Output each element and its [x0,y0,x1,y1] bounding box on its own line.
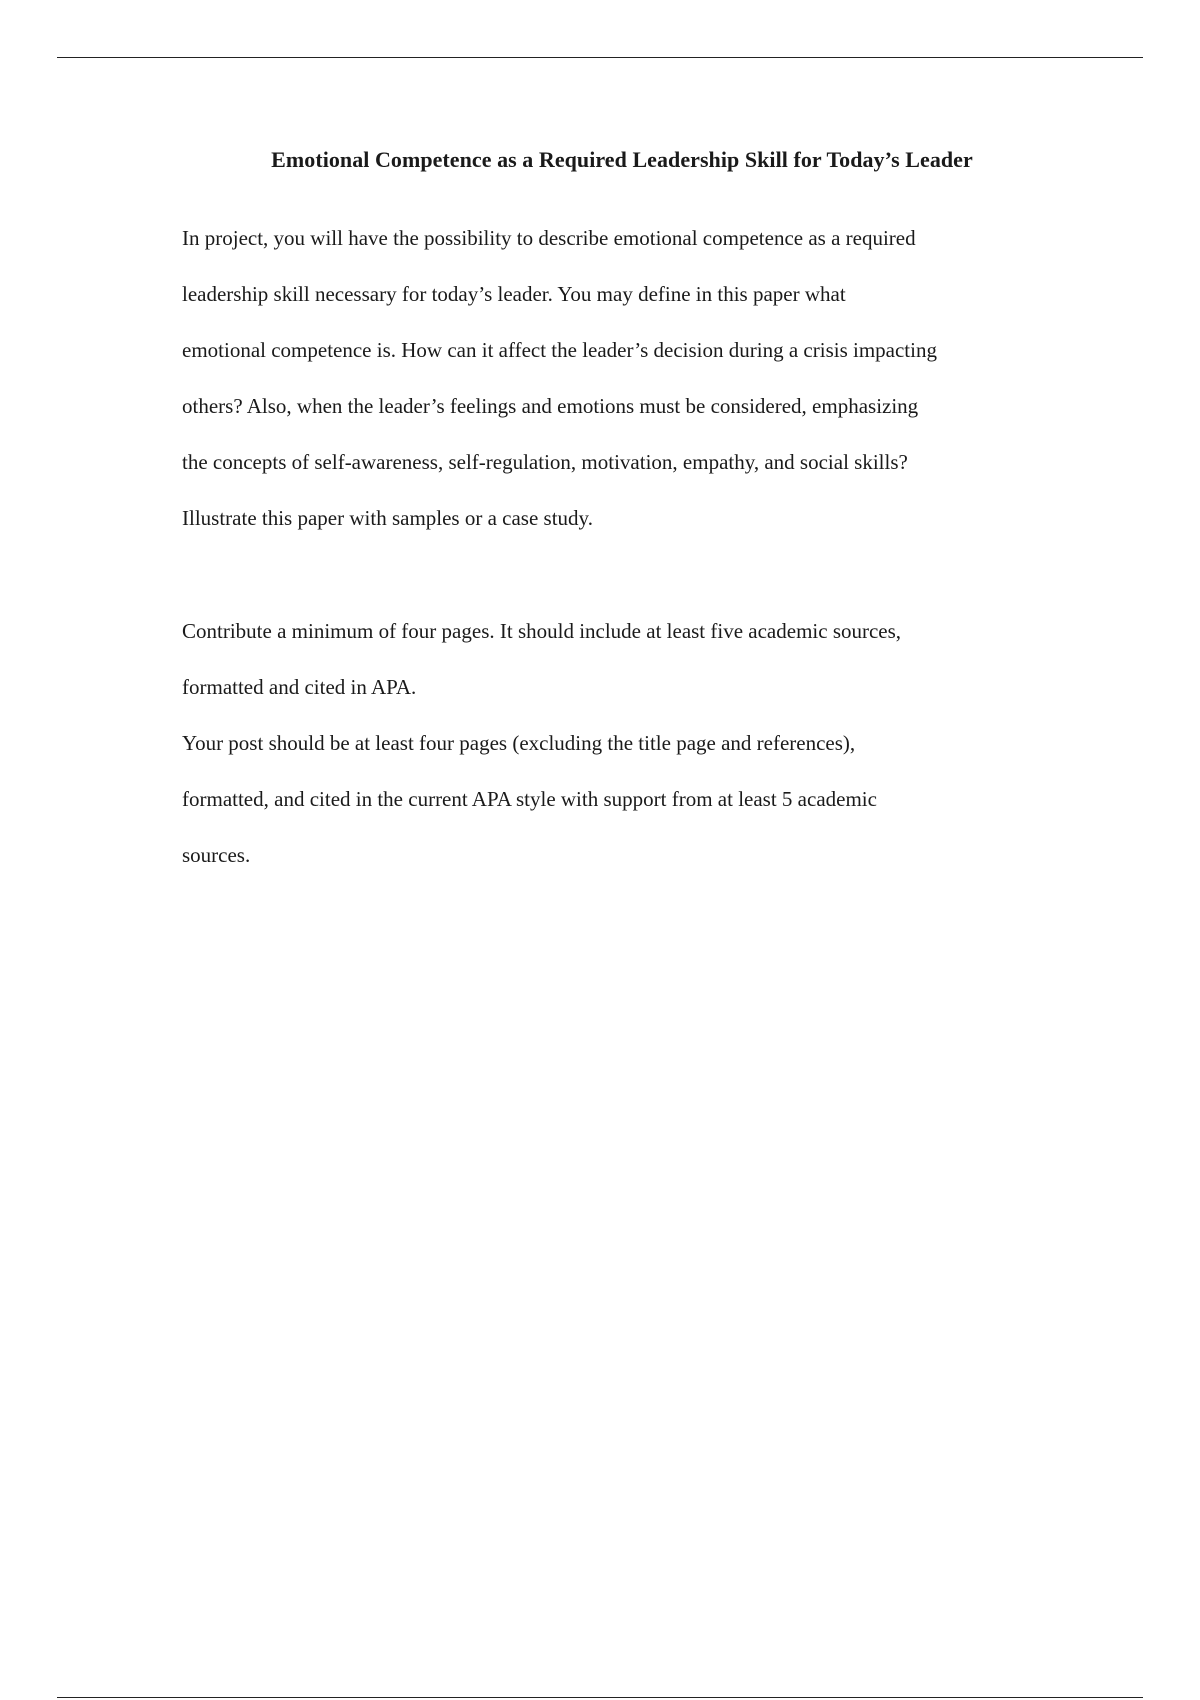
text-line: Illustrate this paper with samples or a case study. [182,506,593,530]
text-line: formatted and cited in APA. [182,675,417,699]
text-line: the concepts of self-awareness, self-regulation, motivation, empathy, and social skills? [182,450,908,474]
text-line: others? Also, when the leader’s feelings and emotions must be considered, emphasizing [182,394,919,418]
document-body [182,140,1062,883]
text-line: leadership skill necessary for today’s leader. You may define in this paper what [182,282,846,306]
paragraph-length-requirement [182,603,1062,715]
document-title: Emotional Competence as a Required Leadership Skill for Today’s Leader [271,147,973,172]
text-line: formatted, and cited in the current APA style with support from at least 5 academic [182,787,877,811]
text-line: emotional competence is. How can it affect the leader’s decision during a crisis impacting [182,338,937,362]
paragraph-assignment-description [182,210,1062,546]
text-line: Your post should be at least four pages (excluding the title page and references), [182,731,856,755]
header-rule [57,57,1143,58]
footer-rule [57,1697,1143,1698]
text-line: sources. [182,843,251,867]
paragraph-format-requirement [182,715,1062,883]
text-line: Contribute a minimum of four pages. It should include at least five academic sources, [182,619,902,643]
text-line: In project, you will have the possibility to describe emotional competence as a required [182,226,916,250]
